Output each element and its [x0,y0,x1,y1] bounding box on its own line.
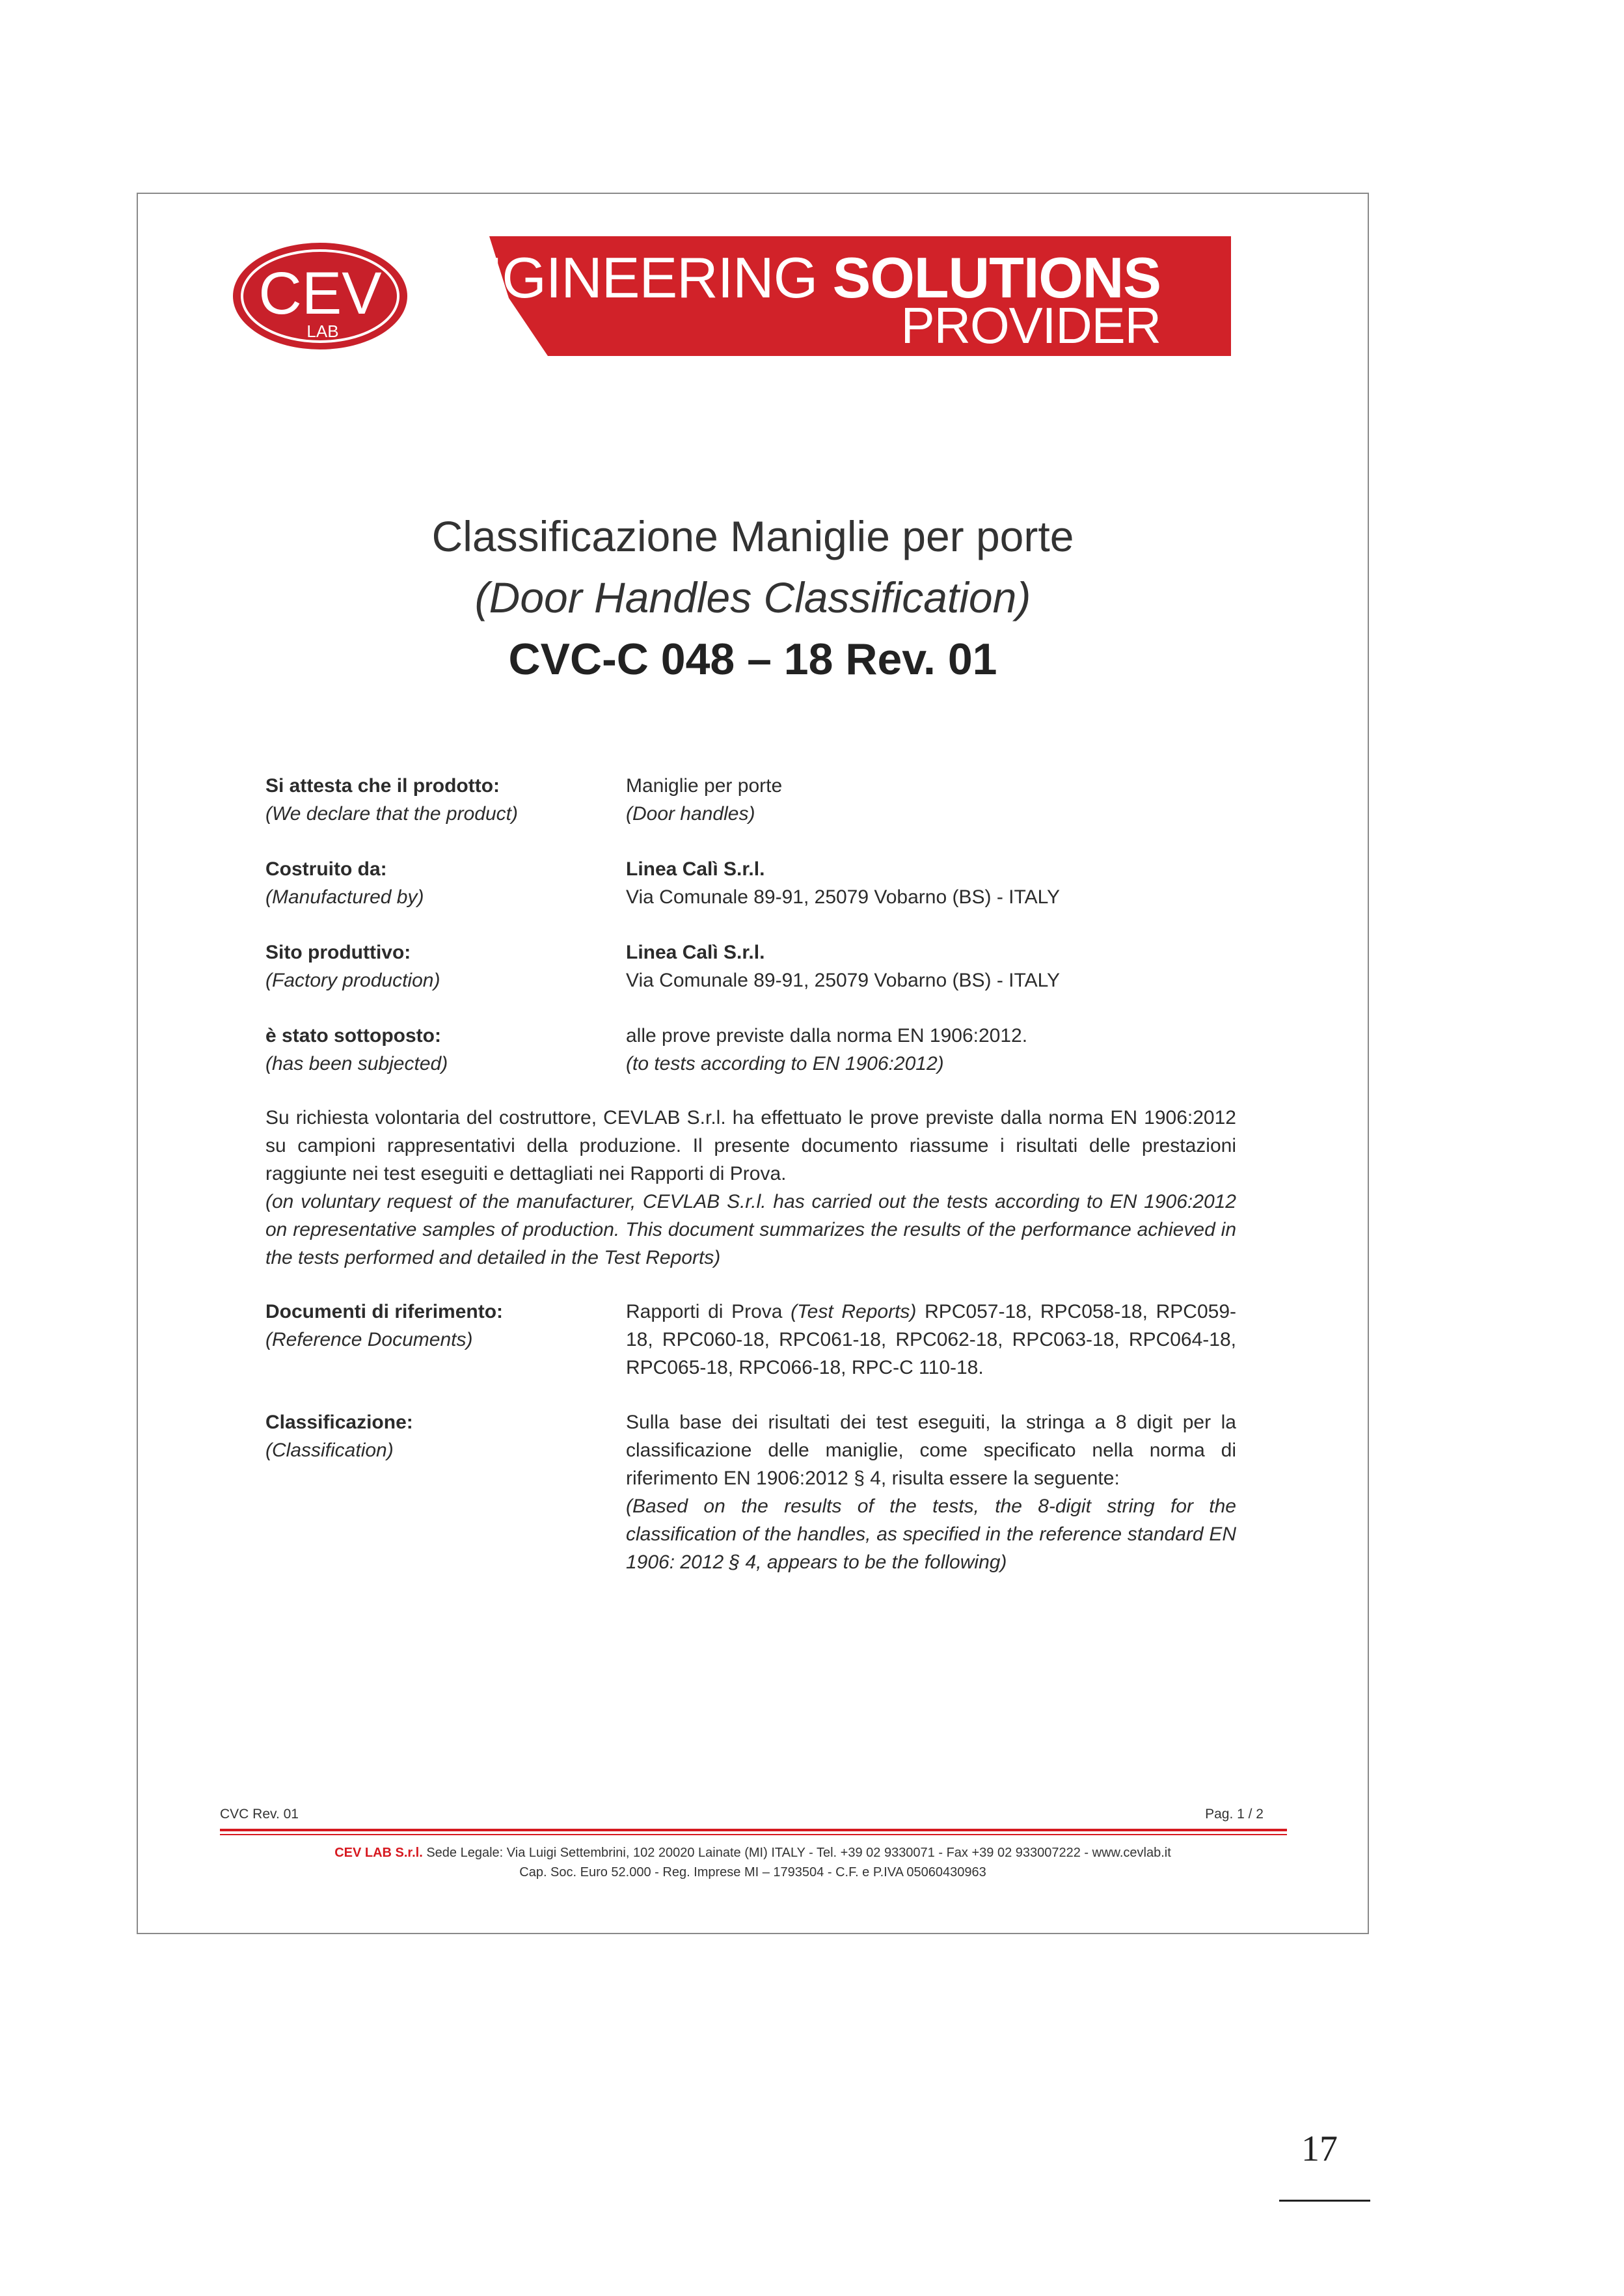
banner-line1: ENGINEERING SOLUTIONS [424,245,1161,310]
field-label: Sito produttivo: (Factory production) [265,942,440,991]
banner-line2: PROVIDER [900,297,1161,354]
field-label: è stato sottoposto: (has been subjected) [265,1025,448,1074]
field-value: Maniglie per porte (Door handles) [626,775,783,825]
classification-value: Sulla base dei risultati dei test eseguiti, la stringa a 8 digit per la classificazione delle maniglie, come specificato nella norma di riferimento EN 1906:2012 § 4, risulta essere la seguente: (Based on the results of the tests, the 8-digit string for the classification of the handles, as specified in the reference standard EN 1906: 2012 § 4, appears to be the following) [626,1412,1236,1573]
footer-page: Pag. 1 / 2 [1205,1807,1264,1822]
footer-revision: CVC Rev. 01 [220,1807,299,1822]
cevlab-logo [230,241,410,351]
declaration-paragraph: Su richiesta volontaria del costruttore, CEVLAB S.r.l. ha effettuato le prove previste dalla norma EN 1906:2012 su campioni rappresentativi della produzione. Il presente documento riassume i risultati delle prestazioni raggiunte nei test eseguiti e dettagliati nei Rapporti di Prova. (on voluntary request of the manufacturer, CEVLAB S.r.l. has carried out the tests according to EN 1906:2012 on representative samples of production. This document summarizes the results of the performance achieved in the tests performed and detailed in the Test Reports) [265,1107,1236,1268]
engineering-banner [424,236,1231,356]
field-label: Si attesta che il prodotto: (We declare that the product) [265,775,518,825]
references-label: Documenti di riferimento: (Reference Documents) [265,1301,504,1350]
footer-rule-thin [220,1834,1287,1835]
references-value: Rapporti di Prova (Test Reports) RPC057-18, RPC058-18, RPC059-18, RPC060-18, RPC061-18, RPC062-18, RPC063-18, RPC064-18, RPC065-18, RPC066-18, RPC-C 110-18. [626,1301,1236,1378]
page-number-rule [1279,2200,1370,2202]
field-label: Costruito da: (Manufactured by) [265,858,424,908]
footer-address: CEV LAB S.r.l. Sede Legale: Via Luigi Settembrini, 102 20020 Lainate (MI) ITALY - Tel. +39 02 9330071 - Fax +39 02 933007222 - www.cevlab.it [334,1846,1171,1860]
page-number: 17 [1301,2129,1338,2169]
field-value: Linea Calì S.r.l. Via Comunale 89-91, 25079 Vobarno (BS) - ITALY [626,858,1061,908]
footer-rule [220,1829,1287,1831]
svg-text:LAB: LAB [306,321,339,341]
svg-text:CEV: CEV [258,260,382,327]
footer-registry: Cap. Soc. Euro 52.000 - Reg. Imprese MI – 1793504 - C.F. e P.IVA 05060430963 [519,1865,986,1879]
field-value: alle prove previste dalla norma EN 1906:2012. (to tests according to EN 1906:2012) [626,1025,1028,1074]
document-code: CVC-C 048 – 18 Rev. 01 [508,635,997,684]
field-value: Linea Calì S.r.l. Via Comunale 89-91, 25079 Vobarno (BS) - ITALY [626,942,1061,991]
document-title-en: (Door Handles Classification) [474,573,1031,622]
document-frame [137,193,1369,1934]
document-title: Classificazione Maniglie per porte [431,512,1074,560]
classification-label: Classificazione: (Classification) [265,1412,413,1461]
